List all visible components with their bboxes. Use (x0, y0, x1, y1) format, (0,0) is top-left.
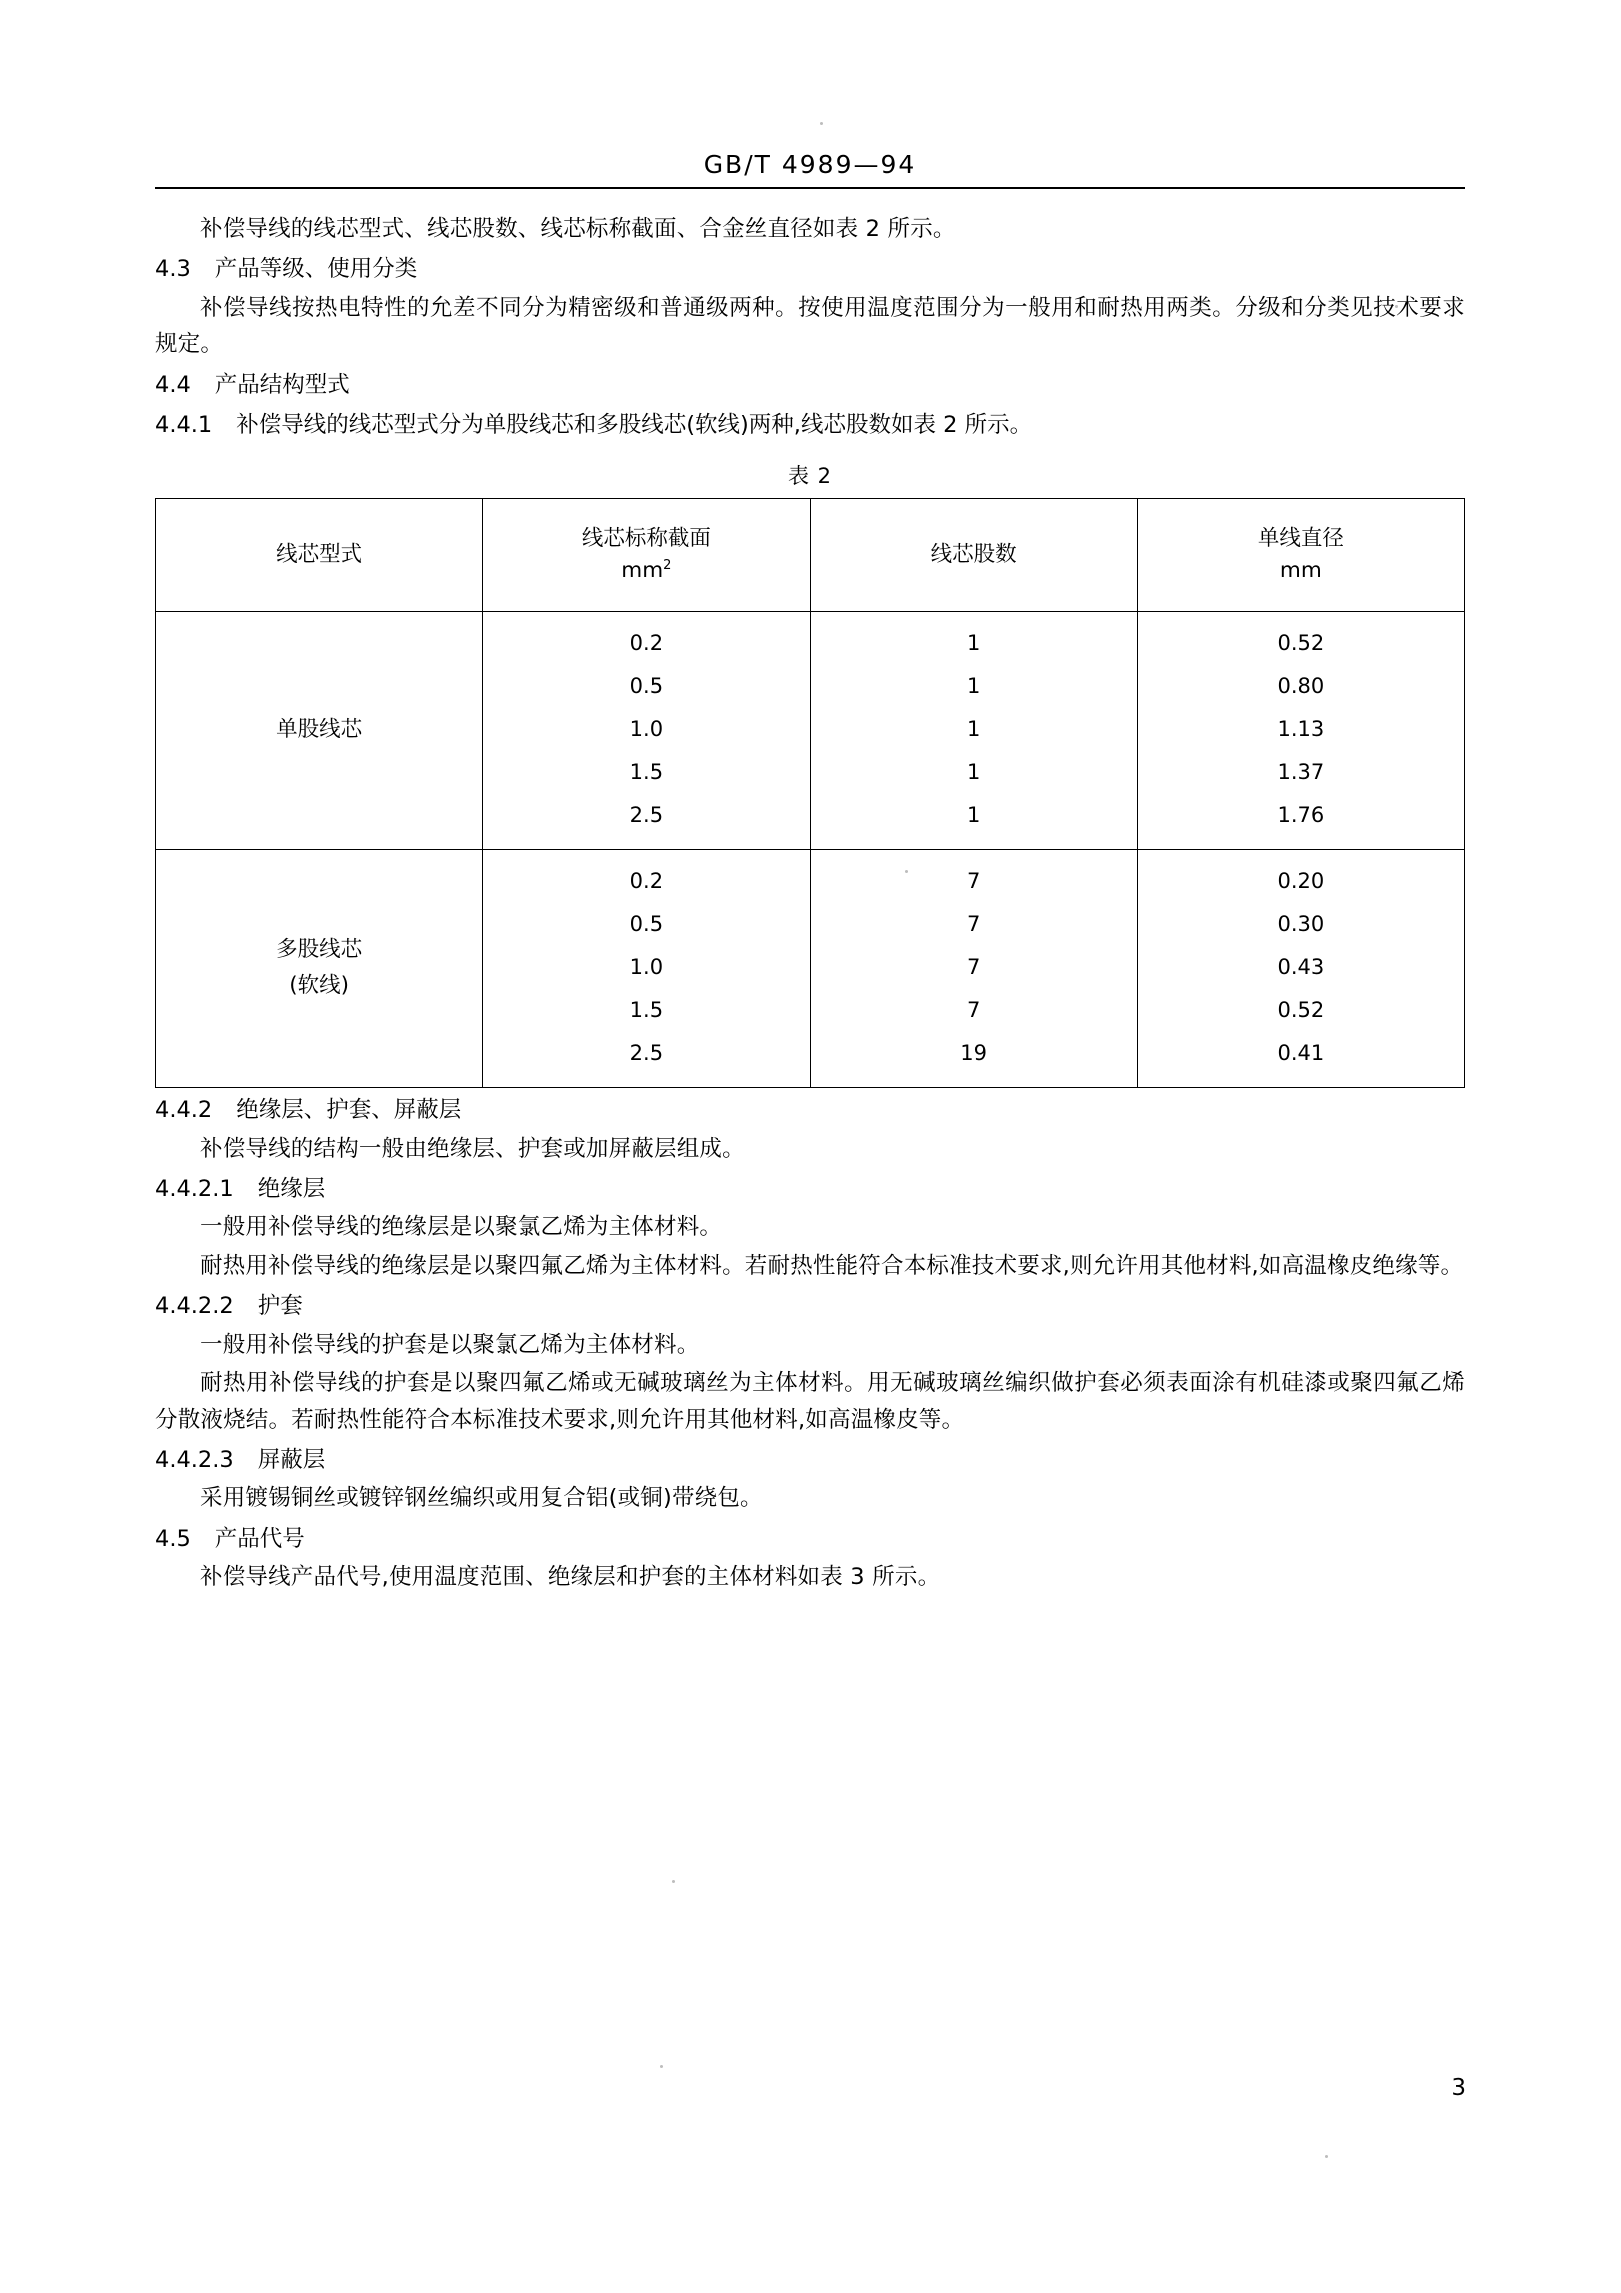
value: 1.37 (1277, 759, 1325, 784)
value: 1 (966, 630, 981, 655)
page-header-standard-code: GB/T 4989—94 (703, 150, 917, 179)
value: 0.2 (629, 630, 664, 655)
table-row (156, 611, 1465, 849)
section-values-single (483, 612, 809, 849)
table-cell-strands-single (810, 611, 1137, 849)
value: 7 (966, 954, 981, 979)
table-header-unit-diameter: mm (1279, 557, 1322, 583)
strand-values-single (811, 612, 1137, 849)
section-text-4-4-1: 补偿导线的线芯型式分为单股线芯和多股线芯(软线)两种,线芯股数如表 2 所示。 (236, 412, 1033, 439)
section-title-4-5: 产品代号 (214, 1525, 305, 1552)
group-sublabel-multi: (软线) (289, 973, 350, 999)
value: 1.5 (629, 759, 664, 784)
table-header-unit-nominal-section: $mm^2$ (621, 557, 672, 583)
table-cell-strands-multi (810, 849, 1137, 1087)
table-cell-diameters-single (1137, 611, 1464, 849)
value: 0.2 (629, 868, 664, 893)
table-header-label-nominal-section: 线芯标称截面 (581, 526, 711, 552)
value: 7 (966, 868, 981, 893)
table-cell-group-label-single: 单股线芯 (156, 611, 483, 849)
value: 0.41 (1277, 1041, 1325, 1066)
value: 2.5 (629, 1041, 664, 1066)
table-header-cell-strand-count: 线芯股数 (810, 498, 1137, 611)
value: 0.5 (629, 911, 664, 936)
value: 0.20 (1277, 868, 1325, 893)
value: 19 (960, 1041, 987, 1066)
section-heading-4-4 (155, 367, 1465, 403)
diameter-values-single (1138, 612, 1464, 849)
table-header-cell-single-wire-diameter (1137, 498, 1464, 611)
value: 0.80 (1277, 673, 1325, 698)
value: 0.5 (629, 673, 664, 698)
value: 1 (966, 802, 981, 827)
paragraph-insulation-1: 一般用补偿导线的绝缘层是以聚氯乙烯为主体材料。 (200, 1214, 723, 1241)
section-heading-4-4-2 (155, 1092, 1465, 1128)
paragraph-shield-1: 采用镀锡铜丝或镀锌钢丝编织或用复合铝(或铜)带绕包。 (200, 1485, 763, 1512)
table-2 (155, 498, 1465, 1088)
section-title-4-4-2-3: 屏蔽层 (257, 1447, 326, 1474)
section-number-4-3: 4.3 (155, 256, 191, 283)
group-label-multi: 多股线芯 (276, 936, 363, 962)
paragraph-insulation-2: 耐热用补偿导线的绝缘层是以聚四氟乙烯为主体材料。若耐热性能符合本标准技术要求,则允许用其他材料,如高温橡皮绝缘等。 (200, 1252, 1464, 1279)
table-header-row (156, 498, 1465, 611)
section-title-4-4-2: 绝缘层、护套、屏蔽层 (236, 1097, 462, 1124)
strand-values-multi (811, 850, 1137, 1087)
page-number: 3 (1451, 2075, 1466, 2101)
paragraph-intro: 补偿导线的线芯型式、线芯股数、线芯标称截面、合金丝直径如表 2 所示。 (200, 216, 956, 242)
section-values-multi (483, 850, 809, 1087)
section-title-4-3: 产品等级、使用分类 (214, 256, 418, 283)
section-heading-4-4-2-1 (155, 1171, 1465, 1207)
page-content (155, 150, 1465, 1598)
table-cell-sections-single (483, 611, 810, 849)
section-heading-4-3 (155, 251, 1465, 287)
section-heading-4-4-2-2 (155, 1288, 1465, 1324)
section-title-4-4-2-2: 护套 (257, 1293, 303, 1320)
table-cell-sections-multi (483, 849, 810, 1087)
value: 1.5 (629, 998, 664, 1022)
header-divider (155, 187, 1465, 189)
table-header-cell-nominal-section (483, 498, 810, 611)
value: 1 (966, 759, 981, 784)
value: 0.52 (1277, 998, 1325, 1022)
table-header-label-diameter: 单线直径 (1257, 526, 1344, 552)
value: 2.5 (629, 802, 664, 827)
section-number-4-5: 4.5 (155, 1525, 191, 1552)
value: 7 (966, 998, 981, 1022)
section-number-4-4-1: 4.4.1 (155, 412, 213, 439)
value: 0.30 (1277, 911, 1325, 936)
value: 1 (966, 716, 981, 741)
diameter-values-multi (1138, 850, 1464, 1087)
section-number-4-4: 4.4 (155, 371, 191, 398)
paragraph-product-code-1: 补偿导线产品代号,使用温度范围、绝缘层和护套的主体材料如表 3 所示。 (200, 1564, 941, 1591)
value: 7 (966, 911, 981, 936)
paragraph-4-4-2-1: 补偿导线的结构一般由绝缘层、护套或加屏蔽层组成。 (200, 1135, 745, 1162)
section-title-4-4: 产品结构型式 (214, 371, 350, 398)
value: 1.76 (1277, 802, 1325, 827)
table-row (156, 849, 1465, 1087)
section-number-4-4-2: 4.4.2 (155, 1097, 213, 1124)
table-cell-group-label-multi (156, 849, 483, 1087)
section-heading-4-4-2-3 (155, 1442, 1465, 1478)
table-2-caption: 表 2 (787, 463, 833, 488)
section-heading-4-4-1 (155, 407, 1465, 443)
section-heading-4-5 (155, 1521, 1465, 1557)
value: 0.43 (1277, 954, 1325, 979)
paragraph-sheath-2: 耐热用补偿导线的护套是以聚四氟乙烯或无碱玻璃丝为主体材料。用无碱玻璃丝编织做护套必须表面涂有机硅漆或聚四氟乙烯分散液烧结。若耐热性能符合本标准技术要求,则允许用其他材料,如高温橡皮等。 (155, 1370, 1465, 1433)
table-header-cell-core-type: 线芯型式 (156, 498, 483, 611)
value: 0.52 (1277, 630, 1325, 655)
table-cell-diameters-multi (1137, 849, 1464, 1087)
section-title-4-4-2-1: 绝缘层 (257, 1175, 326, 1202)
section-number-4-4-2-1: 4.4.2.1 (155, 1175, 234, 1202)
section-number-4-4-2-2: 4.4.2.2 (155, 1293, 234, 1320)
value: 1.0 (629, 716, 664, 741)
section-number-4-4-2-3: 4.4.2.3 (155, 1447, 234, 1474)
paragraph-4-3-1: 补偿导线按热电特性的允差不同分为精密级和普通级两种。按使用温度范围分为一般用和耐热用两类。分级和分类见技术要求规定。 (155, 294, 1465, 358)
value: 1.13 (1277, 716, 1325, 741)
value: 1 (966, 673, 981, 698)
value: 1.0 (629, 954, 664, 979)
paragraph-sheath-1: 一般用补偿导线的护套是以聚氯乙烯为主体材料。 (200, 1331, 700, 1358)
